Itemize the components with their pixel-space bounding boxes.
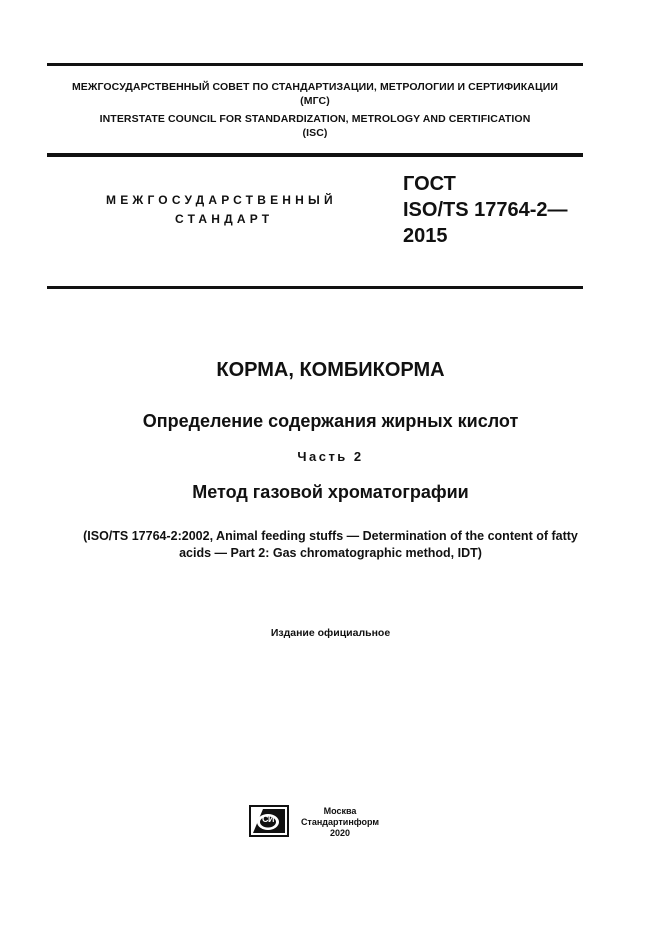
top-rule: [47, 63, 583, 66]
header-rule: [47, 153, 583, 157]
part-label: Часть 2: [297, 449, 364, 464]
designation-rule: [47, 286, 583, 289]
document-subtitle: Определение содержания жирных кислот: [142, 411, 519, 431]
standartinform-logo-icon: [249, 805, 289, 837]
council-name-ru: МЕЖГОСУДАРСТВЕННЫЙ СОВЕТ ПО СТАНДАРТИЗАЦИИ, МЕТРОЛОГИИ И СЕРТИФИКАЦИИ: [71, 81, 559, 93]
publisher-year: 2020: [329, 828, 351, 838]
gost-label: ГОСТ: [403, 173, 456, 195]
edition-label: Издание официальное: [270, 627, 391, 639]
gost-year: 2015: [403, 225, 448, 247]
method-title: Метод газовой хроматографии: [192, 482, 469, 502]
standard-kind-line2: СТАНДАРТ: [175, 212, 274, 226]
document-title: КОРМА, КОМБИКОРМА: [216, 359, 445, 381]
logo-text: СИ: [262, 814, 274, 824]
standard-kind-line1: МЕЖГОСУДАРСТВЕННЫЙ: [106, 193, 337, 207]
iso-reference-line2: acids — Part 2: Gas chromatographic method, IDT): [179, 546, 482, 560]
gost-number: ISO/TS 17764-2—: [403, 199, 568, 221]
council-name-en: INTERSTATE COUNCIL FOR STANDARDIZATION, METROLOGY AND CERTIFICATION: [99, 113, 531, 125]
publisher-name: Стандартинформ: [300, 817, 380, 827]
council-abbr-en: (ISC): [302, 127, 328, 139]
council-abbr-ru: (МГС): [300, 95, 330, 107]
publisher-city: Москва: [323, 806, 357, 816]
iso-reference-line1: (ISO/TS 17764-2:2002, Animal feeding stuffs — Determination of the content of fatty: [83, 529, 578, 543]
